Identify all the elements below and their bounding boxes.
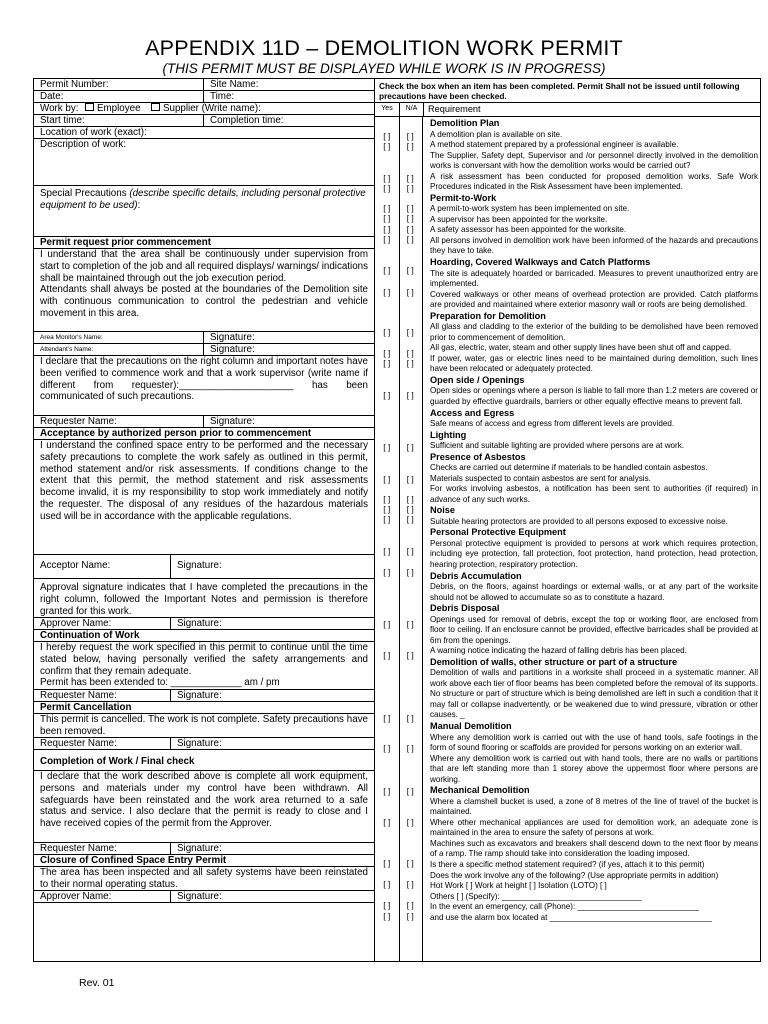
approver-name-field[interactable]: Approver Name: <box>34 618 171 629</box>
special-precautions-field[interactable] <box>34 186 374 237</box>
location-field[interactable]: Location of work (exact): <box>34 127 374 139</box>
na-checkbox[interactable]: [ ] <box>406 504 414 514</box>
permit-form <box>33 78 761 962</box>
completion-signature[interactable]: Signature: <box>177 843 222 854</box>
requirement-item: Where any demolition work is carried out with the use of hand tools, safe footings in the form of sound flooring or scaffolds are provided for persons working on an exterior wall. <box>430 732 758 753</box>
requirement-item: A supervisor has been appointed for the worksite. <box>430 214 608 224</box>
requirement-item: Suitable hearing protectors are provided to all persons exposed to excessive noise. <box>430 516 728 526</box>
yes-checkbox[interactable]: [ ] <box>383 911 391 921</box>
yes-checkbox[interactable]: [ ] <box>383 504 391 514</box>
requirement-section-heading: Presence of Asbestos <box>430 451 526 462</box>
special-precautions-label: Special Precautions <box>40 188 127 199</box>
checkbox-pair <box>375 234 422 244</box>
requirement-section-heading: Hoarding, Covered Walkways and Catch Platforms <box>430 257 651 268</box>
requirement-item: Hot Work [ ] Work at height [ ] Isolation (LOTO) [ ] <box>430 881 607 891</box>
yes-checkbox[interactable]: [ ] <box>383 650 391 660</box>
na-checkbox[interactable]: [ ] <box>406 358 414 368</box>
start-time-field[interactable]: Start time: <box>34 115 204 126</box>
work-by-label: Work by: <box>40 103 79 114</box>
permit-number-field[interactable]: Permit Number: <box>34 79 204 90</box>
na-checkbox[interactable]: [ ] <box>406 650 414 660</box>
checkbox-pair <box>375 348 422 358</box>
employee-checkbox[interactable] <box>85 103 94 111</box>
closure-approver-field[interactable]: Approver Name: <box>34 891 171 902</box>
na-checkbox[interactable]: [ ] <box>406 546 414 556</box>
cancellation-requester-field[interactable]: Requester Name: <box>34 738 171 749</box>
requirement-item: A warning notice indicating the hazard of falling debris has been placed. <box>430 646 687 656</box>
yes-checkbox[interactable]: [ ] <box>383 265 391 275</box>
continuation-text: I hereby request the work specified in this permit to continue until the time stated below, having personally verified the safety arrangements and confirm that they remain adequate. <box>40 642 368 677</box>
yes-checkbox[interactable]: [ ] <box>383 817 391 827</box>
requirement-item: Materials suspected to contain asbestos are sent for analysis. <box>430 473 651 483</box>
requirement-item: A method statement prepared by a professional engineer is available. <box>430 140 679 150</box>
completion-text: I declare that the work described above is complete all work equipment, persons and materials under my control have been withdrawn. All safeguards have been reinstated and the work area returned to a safe status and service. I also declare that the permit is ready to close and I have received copies of the permit from the Approver. <box>34 771 374 843</box>
closure-text: The area has been inspected and all safety systems have been reinstated to their normal operating status. <box>34 867 374 891</box>
requirement-item: Personal protective equipment is provided to persons at work which requires protection, including eye protection, fall protection, foot protection, hand protection, head protection, hearing protection, respiratory protection. <box>430 538 758 569</box>
na-checkbox[interactable]: [ ] <box>406 203 414 213</box>
checkbox-pair <box>375 546 422 556</box>
yes-checkbox[interactable]: [ ] <box>383 141 391 151</box>
na-checkbox[interactable]: [ ] <box>406 348 414 358</box>
requirement-section-heading: Preparation for Demolition <box>430 310 546 321</box>
requirement-item: A safety assessor has been appointed for the worksite. <box>430 225 627 235</box>
na-checkbox[interactable]: [ ] <box>406 287 414 297</box>
checkbox-pair <box>375 817 422 827</box>
closure-heading: Closure of Confined Space Entry Permit <box>34 855 374 867</box>
yes-checkbox[interactable]: [ ] <box>383 474 391 484</box>
na-checkbox[interactable]: [ ] <box>406 141 414 151</box>
requirement-item: The site is adequately hoarded or barricaded. Measures to prevent unauthorized entry are implemented. <box>430 268 758 289</box>
na-checkbox[interactable]: [ ] <box>406 234 414 244</box>
na-checkbox[interactable]: [ ] <box>406 327 414 337</box>
requirement-item: and use the alarm box located at ____________________________________ <box>430 912 712 922</box>
yes-checkbox[interactable]: [ ] <box>383 442 391 452</box>
special-precautions-colon: : <box>137 199 141 211</box>
checkbox-pair <box>375 287 422 297</box>
requirement-item: For works involving asbestos, a notification has been sent to authorities (if required) in advance of any such works. <box>430 484 758 504</box>
yes-checkbox[interactable]: [ ] <box>383 183 391 193</box>
requirement-section-heading: Demolition of walls, other structure or part of a structure <box>430 656 678 667</box>
requirement-item: Checks are carried out determine if materials to be handled contain asbestos. <box>430 463 708 473</box>
requirement-item: A permit-to-work system has been implemented on site. <box>430 204 630 214</box>
na-checkbox[interactable]: [ ] <box>406 879 414 889</box>
area-monitor-signature[interactable]: Signature: <box>210 332 255 343</box>
requirement-section-heading: Manual Demolition <box>430 721 512 732</box>
continuation-requester-field[interactable]: Requester Name: <box>34 690 171 701</box>
yes-checkbox[interactable]: [ ] <box>383 131 391 141</box>
yes-checkbox[interactable]: [ ] <box>383 348 391 358</box>
na-checkbox[interactable]: [ ] <box>406 743 414 753</box>
requester-name-field[interactable]: Requester Name: <box>34 416 204 427</box>
checkbox-pair <box>375 567 422 577</box>
checkbox-pair <box>375 173 422 183</box>
requirement-item: Demolition of walls and partitions in a worksite shall proceed in a systematic manner. All work above each tier of floor beams has been completed before the removal of its supports. <box>430 668 758 688</box>
na-checkbox[interactable]: [ ] <box>406 817 414 827</box>
checkbox-pair <box>375 619 422 629</box>
checklist-header <box>375 103 760 117</box>
work-by-row <box>34 103 374 115</box>
checkbox-pair <box>375 203 422 213</box>
acceptance-heading: Acceptance by authorized person prior to commencement <box>34 428 374 440</box>
acceptance-text: I understand the confined space entry to be performed and the necessary safety precautions to complete the work safely as outlined in this permit, method statement and/or risk assessments. If conditions change to the extent that this permit, the method statement and risk assessments become invalid, it is my responsibility to stop work immediately and notify the requester. The disposal of any residues of the hazardous materials used will be in accordance with the applicable regulations. <box>34 440 374 555</box>
na-checkbox[interactable]: [ ] <box>406 474 414 484</box>
employee-label: Employee <box>96 103 141 114</box>
yes-checkbox[interactable]: [ ] <box>383 234 391 244</box>
requirement-section-heading: Noise <box>430 505 456 516</box>
acceptor-name-field[interactable]: Acceptor Name: <box>34 555 171 578</box>
yes-checkbox[interactable]: [ ] <box>383 514 391 524</box>
checkbox-pair <box>375 879 422 889</box>
declare-text: I declare that the precautions on the right column and important notes have been verified to commence work and that a work supervisor (write name if different from requester):_____________________ has been communicated of such precautions. <box>34 356 374 416</box>
requirement-item: A risk assessment has been conducted for proposed demolition works. Safe Work Procedures indicated in the Risk Assessment have been implemented. <box>430 171 758 192</box>
yes-checkbox[interactable]: [ ] <box>383 390 391 400</box>
requirement-section-heading: Permit-to-Work <box>430 192 497 203</box>
requirement-item: Debris, on the floors, against hoardings or external walls, or at any part of the worksite should not be allowed to accumulate so as to constitute a hazard. <box>430 582 758 602</box>
revision-label: Rev. 01 <box>79 977 115 989</box>
cancellation-heading: Permit Cancellation <box>34 702 374 714</box>
na-column-rule <box>422 116 423 962</box>
requirements-column <box>375 79 760 922</box>
na-checkbox[interactable]: [ ] <box>406 183 414 193</box>
completion-requester-field[interactable]: Requester Name: <box>34 843 171 854</box>
requirement-item: Machines such as excavators and breakers shall descend down to the next floor by means of a ramp. The ramp should take into consideration the loading imposed. <box>430 838 758 859</box>
yes-checkbox[interactable]: [ ] <box>383 546 391 556</box>
completion-time-field[interactable]: Completion time: <box>210 115 284 126</box>
requirement-item: Does the work involve any of the following? (Use appropriate permits in addition) <box>430 870 719 880</box>
description-field[interactable]: Description of work: <box>34 139 374 186</box>
continuation-heading: Continuation of Work <box>34 630 374 642</box>
yes-checkbox[interactable]: [ ] <box>383 224 391 234</box>
date-field[interactable]: Date: <box>34 91 204 102</box>
yes-checkbox[interactable]: [ ] <box>383 358 391 368</box>
requirement-item: All gas, electric, water, steam and other supply lines have been shut off and capped. <box>430 343 732 353</box>
requirement-section-heading: Debris Disposal <box>430 603 500 614</box>
requirement-item: If power, water, gas or electric lines need to be maintained during demolition, such lines have been relocated or adequately protected. <box>430 353 758 374</box>
yes-checkbox[interactable]: [ ] <box>383 287 391 297</box>
na-column-header: N/A <box>400 103 424 116</box>
requirement-section-heading: Lighting <box>430 429 467 440</box>
na-checkbox[interactable]: [ ] <box>406 213 414 223</box>
checkbox-pair <box>375 514 422 524</box>
continuation-signature[interactable]: Signature: <box>177 690 222 701</box>
requirement-section-heading: Personal Protective Equipment <box>430 527 566 538</box>
requirement-item: Openings used for removal of debris, except the top or working floor, are enclosed from floor to ceiling. If an enclosure cannot be provided, effective barricades shall be provided at 6m from the openings. <box>430 614 758 645</box>
approver-signature[interactable]: Signature: <box>177 618 222 629</box>
checkbox-pair <box>375 650 422 660</box>
checkbox-pair <box>375 743 422 753</box>
closure-signature[interactable]: Signature: <box>177 891 222 902</box>
requirement-item: Others [ ] (Specify): _______________________________ <box>430 891 642 901</box>
requirement-section-heading: Debris Accumulation <box>430 570 522 581</box>
na-checkbox[interactable]: [ ] <box>406 713 414 723</box>
yes-checkbox[interactable]: [ ] <box>383 494 391 504</box>
site-name-field[interactable]: Site Name: <box>210 79 259 90</box>
completion-heading: Completion of Work / Final check <box>34 750 374 771</box>
continuation-section <box>34 642 374 690</box>
na-checkbox[interactable]: [ ] <box>406 858 414 868</box>
na-checkbox[interactable]: [ ] <box>406 390 414 400</box>
na-checkbox[interactable]: [ ] <box>406 911 414 921</box>
attendant-signature[interactable]: Signature: <box>210 344 255 355</box>
prior-commencement-heading: Permit request prior commencement <box>34 237 374 249</box>
document-title: APPENDIX 11D – DEMOLITION WORK PERMIT <box>145 36 623 60</box>
requirement-item: In the event an emergency, call (Phone): ___________________________ <box>430 902 699 912</box>
yes-checkbox[interactable]: [ ] <box>383 213 391 223</box>
na-checkbox[interactable]: [ ] <box>406 786 414 796</box>
checkbox-pair <box>375 858 422 868</box>
document-subtitle: (THIS PERMIT MUST BE DISPLAYED WHILE WORK IS IN PROGRESS) <box>162 61 606 76</box>
checkbox-pair <box>375 786 422 796</box>
checkbox-pair <box>375 390 422 400</box>
yes-checkbox[interactable]: [ ] <box>383 173 391 183</box>
cancellation-signature[interactable]: Signature: <box>177 738 222 749</box>
checkbox-pair <box>375 713 422 723</box>
checkbox-pair <box>375 327 422 337</box>
na-checkbox[interactable]: [ ] <box>406 173 414 183</box>
approval-text: Approval signature indicates that I have completed the precautions in the right column, followed the Important Notes and permission is therefore granted for this work. <box>34 579 374 618</box>
requirement-item: Sufficient and suitable lighting are provided where persons are at work. <box>430 441 685 451</box>
na-checkbox[interactable]: [ ] <box>406 131 414 141</box>
yes-checkbox[interactable]: [ ] <box>383 786 391 796</box>
requirement-item: The Supplier, Safety dept, Supervisor and /or personnel directly involved in the demolition works is conversant with how the demolition works would be carried out? <box>430 150 758 171</box>
yes-checkbox[interactable]: [ ] <box>383 619 391 629</box>
yes-checkbox[interactable]: [ ] <box>383 203 391 213</box>
checkbox-pair <box>375 213 422 223</box>
requirement-item: Is there a specific method statement required? (if yes, attach it to this permit) <box>430 860 705 870</box>
yes-checkbox[interactable]: [ ] <box>383 900 391 910</box>
na-checkbox[interactable]: [ ] <box>406 442 414 452</box>
checkbox-pair <box>375 911 422 921</box>
supplier-checkbox[interactable] <box>151 103 160 111</box>
yes-checkbox[interactable]: [ ] <box>383 743 391 753</box>
requirement-item: No structure or part of structure which is being demolished are left in such a condition that it may fall or collapse inadvertently, or be weakened due to wind pressure, vibration or other causes. _ <box>430 689 758 720</box>
na-checkbox[interactable]: [ ] <box>406 619 414 629</box>
requirement-item: Where any demolition work is carried out with hand tools, there are no walls or partitions that are left standing more than 1 storey above the uppermost floor where persons are working. <box>430 753 758 784</box>
requirements-list <box>430 118 758 923</box>
checkbox-pair <box>375 442 422 452</box>
na-checkbox[interactable]: [ ] <box>406 900 414 910</box>
yes-checkbox[interactable]: [ ] <box>383 713 391 723</box>
requirement-section-heading: Mechanical Demolition <box>430 785 530 796</box>
requirement-item: Safe means of access and egress from different levels are provided. <box>430 419 675 429</box>
requirement-column-header: Requirement <box>428 104 481 114</box>
cancellation-text: This permit is cancelled. The work is not complete. Safety precautions have been removed. <box>34 714 374 738</box>
checkbox-pair <box>375 494 422 504</box>
requester-signature[interactable]: Signature: <box>210 416 255 427</box>
acceptor-signature[interactable]: Signature: <box>177 560 222 571</box>
na-checkbox[interactable]: [ ] <box>406 567 414 577</box>
checkbox-pair <box>375 131 422 141</box>
yes-checkbox[interactable]: [ ] <box>383 567 391 577</box>
requirement-item: All glass and cladding to the exterior of the building to be demolished have been removed prior to commencement of demolition. <box>430 322 758 342</box>
checkbox-pair <box>375 141 422 151</box>
time-field[interactable]: Time: <box>210 91 235 102</box>
requirement-item: All persons involved in demolition work have been informed of the hazards and precautions they have to take. <box>430 235 758 256</box>
yes-checkbox[interactable]: [ ] <box>383 858 391 868</box>
prior-commencement-text <box>34 249 374 332</box>
area-monitor-field[interactable]: Area Monitor's Name: <box>34 332 204 343</box>
checkbox-pair <box>375 224 422 234</box>
attendant-field[interactable]: Attendant's Name: <box>34 344 204 355</box>
attendants-text: Attendants shall always be posted at the boundaries of the Demolition site with continuous communication to control the pedestrian and vehicle movement in this area. <box>40 284 368 319</box>
requirement-section-heading: Access and Egress <box>430 407 515 418</box>
requirement-section-heading: Demolition Plan <box>430 118 500 128</box>
checkbox-pair <box>375 504 422 514</box>
checkbox-pair <box>375 183 422 193</box>
requirement-section-heading: Open side / Openings <box>430 374 525 385</box>
checkbox-pair <box>375 474 422 484</box>
special-precautions-note: (describe specific details, including personal protective equipment to be used) <box>40 188 366 211</box>
yes-checkbox[interactable]: [ ] <box>383 879 391 889</box>
requirement-item: Where a clamshell bucket is used, a zone of 8 metres of the line of travel of the bucket is maintained. <box>430 796 758 817</box>
na-checkbox[interactable]: [ ] <box>406 265 414 275</box>
na-checkbox[interactable]: [ ] <box>406 514 414 524</box>
checkbox-pair <box>375 900 422 910</box>
na-checkbox[interactable]: [ ] <box>406 494 414 504</box>
checklist-instructions: Check the box when an item has been completed. Permit Shall not be issued until following precautions have been checked. <box>375 79 760 103</box>
na-checkbox[interactable]: [ ] <box>406 224 414 234</box>
checkbox-pair <box>375 358 422 368</box>
checkbox-pair <box>375 265 422 275</box>
supervision-text: I understand that the area shall be continuously under supervision from start to completion of the job and all required displays/ warnings/ indications shall be maintained through out the job execution period. <box>40 249 368 284</box>
extension-field[interactable]: Permit has been extended to: _____________ am / pm <box>40 677 280 689</box>
requirement-item: A demolition plan is available on site. <box>430 129 563 139</box>
requirement-item: Covered walkways or other means of overhead protection are provided. Catch platforms are provided and maintained where exterior masonry wall or roofs are being demolished. <box>430 289 758 310</box>
yes-checkbox[interactable]: [ ] <box>383 327 391 337</box>
permit-left-column <box>34 79 374 903</box>
yes-column-header: Yes <box>375 103 400 116</box>
requirement-item: Where other mechanical appliances are used for demolition work, an adequate zone is maintained in the area to ensure the safety of persons at work. <box>430 817 758 838</box>
supplier-label[interactable]: Supplier (Write name): <box>163 103 261 114</box>
requirement-item: Open sides or openings where a person is liable to fall more than 1.2 meters are covered or guarded by effective guardrails, barriers or other equally effective means to prevent fall. <box>430 386 758 406</box>
